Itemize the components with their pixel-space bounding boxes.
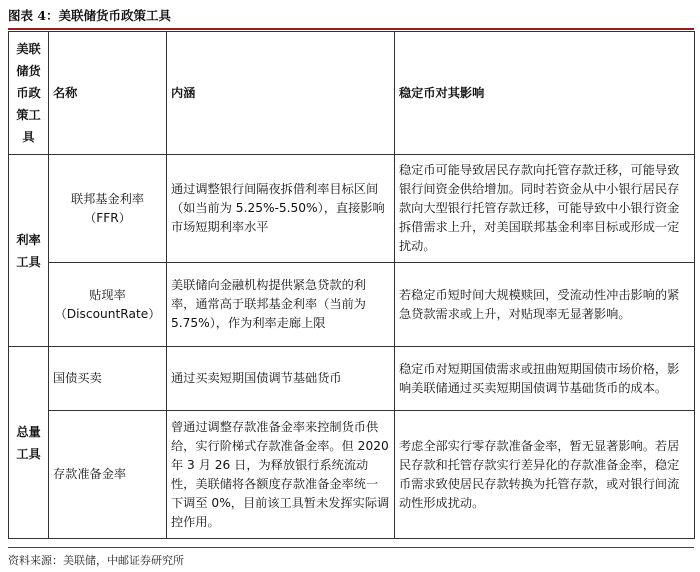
header-category: 美联储货币政策工具 [9,32,49,155]
source-divider [8,547,694,548]
title-divider [8,28,694,30]
tool-name: 联邦基金利率（FFR） [49,155,167,263]
tool-meaning: 通过调整银行间隔夜拆借利率目标区间（如当前为 5.25%-5.50%），直接影响市场短期利率水平 [167,155,395,263]
category-cell: 总量工具 [9,347,49,539]
tool-impact: 稳定币对短期国债需求或扭曲短期国债市场价格，影响美联储通过买卖短期国债调节基础货币的成本。 [395,347,695,411]
table-header-row [9,32,695,155]
tool-impact: 若稳定币短时间大规模赎回，受流动性冲击影响的紧急贷款需求或上升，对贴现率无显著影响。 [395,263,695,347]
table-row [9,263,695,347]
header-name: 名称 [49,32,167,155]
policy-tools-table [8,31,695,539]
tool-name: 贴现率（DiscountRate） [49,263,167,347]
tool-impact: 考虑全部实行零存款准备金率，暂无显著影响。若居民存款和托管存款实行差异化的存款准备金率，稳定币需求致使居民存款转换为托管存款，或对银行间流动性形成扰动。 [395,411,695,539]
tool-impact: 稳定币可能导致居民存款向托管存款迁移，可能导致银行间资金供给增加。同时若资金从中小银行居民存款向大型银行托管存款迁移，可能导致中小银行资金拆借需求上升，对美国联邦基金利率目标或形成一定扰动。 [395,155,695,263]
figure-title: 图表 4：美联储货币政策工具 [8,8,172,23]
category-cell: 利率工具 [9,155,49,347]
source-note: 资料来源：美联储，中邮证券研究所 [8,554,184,567]
tool-meaning: 曾通过调整存款准备金率来控制货币供给，实行阶梯式存款准备金率。但 2020 年 3 月 26 日，为释放银行系统流动性，美联储将各额度存款准备金率统一下调至 0%，目前该工具暂未发挥实际调控作用。 [167,411,395,539]
header-impact: 稳定币对其影响 [395,32,695,155]
tool-meaning: 美联储向金融机构提供紧急贷款的利率，通常高于联邦基金利率（当前为 5.75%），作为利率走廊上限 [167,263,395,347]
tool-name: 存款准备金率 [49,411,167,539]
tool-meaning: 通过买卖短期国债调节基础货币 [167,347,395,411]
header-meaning: 内涵 [167,32,395,155]
table-row [9,411,695,539]
tool-name: 国债买卖 [49,347,167,411]
table-row [9,347,695,411]
table-row [9,155,695,263]
